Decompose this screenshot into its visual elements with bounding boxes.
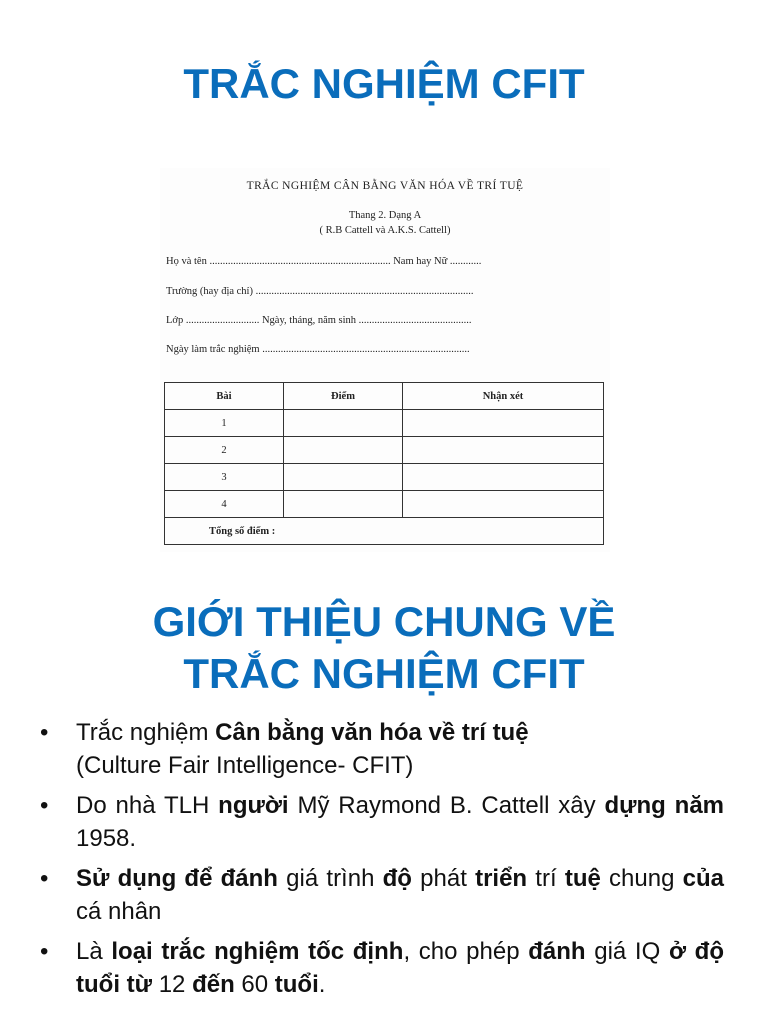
table-header-cell: Nhận xét bbox=[403, 383, 604, 410]
table-cell: 4 bbox=[165, 491, 284, 518]
table-header-cell: Bài bbox=[165, 383, 284, 410]
table-total-row bbox=[165, 518, 604, 545]
form-scale-label: Thang 2. Dạng A bbox=[348, 210, 422, 221]
bullet-dot: • bbox=[40, 792, 49, 819]
table-cell: 3 bbox=[165, 464, 284, 491]
table-cell bbox=[403, 491, 604, 518]
text-bold: Sử dụng để đánh bbox=[76, 865, 278, 892]
text-bold: tuổi bbox=[274, 971, 319, 998]
table-cell bbox=[403, 464, 604, 491]
text-bold: của bbox=[682, 865, 724, 892]
text-bold: đến bbox=[192, 971, 235, 998]
list-item bbox=[40, 789, 724, 855]
text: 12 bbox=[152, 971, 193, 998]
table-cell: 2 bbox=[165, 437, 284, 464]
text: trí bbox=[527, 865, 565, 892]
text-bold: người bbox=[218, 792, 289, 819]
text-bold: đánh bbox=[528, 938, 586, 965]
bullet-dot: • bbox=[40, 719, 49, 746]
table-cell bbox=[284, 491, 403, 518]
table-row bbox=[165, 410, 604, 437]
table-row bbox=[165, 464, 604, 491]
table-cell bbox=[403, 437, 604, 464]
table-cell bbox=[284, 410, 403, 437]
bullet-dot: • bbox=[40, 865, 49, 892]
form-field-school: Trường (hay địa chỉ) ................................................................................... bbox=[166, 286, 474, 297]
form-authors: ( R.B Cattell và A.K.S. Cattell) bbox=[319, 225, 451, 236]
text: Mỹ Raymond B. Cattell xây bbox=[288, 792, 605, 819]
text: (Culture Fair Intelligence- CFIT) bbox=[76, 752, 414, 779]
text: Trắc nghiệm bbox=[76, 719, 216, 746]
text-bold: Cân bằng văn hóa về trí tuệ bbox=[215, 719, 529, 746]
text: phát bbox=[411, 865, 476, 892]
text: 1958. bbox=[76, 825, 137, 852]
form-field-class: Lớp ............................ Ngày, tháng, năm sinh ........................................... bbox=[166, 315, 472, 326]
text-bold: dựng năm bbox=[604, 792, 725, 819]
text: cá nhân bbox=[76, 898, 162, 925]
text: giá IQ bbox=[585, 938, 669, 965]
list-item bbox=[40, 935, 724, 1001]
score-table bbox=[164, 382, 604, 545]
table-cell bbox=[284, 464, 403, 491]
list-item bbox=[40, 862, 724, 928]
page-title: TRẮC NGHIỆM CFIT bbox=[183, 60, 585, 107]
text-bold: loại trắc nghiệm tốc định bbox=[111, 938, 404, 965]
table-header-row bbox=[165, 383, 604, 410]
table-total-label: Tổng số điểm : bbox=[165, 518, 604, 545]
list-item bbox=[40, 716, 724, 782]
text: . bbox=[318, 971, 326, 998]
text: Là bbox=[76, 938, 112, 965]
bullet-dot: • bbox=[40, 938, 49, 965]
table-header-cell: Điểm bbox=[284, 383, 403, 410]
text: giá trình bbox=[277, 865, 383, 892]
text: 60 bbox=[234, 971, 275, 998]
table-cell bbox=[284, 437, 403, 464]
table-cell bbox=[403, 410, 604, 437]
scanned-answer-form bbox=[160, 168, 610, 552]
form-title: TRẮC NGHIỆM CÂN BẰNG VĂN HÓA VỀ TRÍ TUỆ bbox=[246, 180, 524, 192]
text: , cho phép bbox=[403, 938, 529, 965]
table-cell: 1 bbox=[165, 410, 284, 437]
section-title-line1: GIỚI THIỆU CHUNG VỀ bbox=[152, 598, 616, 645]
form-field-name: Họ và tên ..................................................................... Nam hay Nữ ............ bbox=[166, 256, 482, 267]
bullet-list bbox=[40, 716, 724, 1008]
text-bold: triển bbox=[475, 865, 528, 892]
section-title-line2: TRẮC NGHIỆM CFIT bbox=[183, 650, 585, 697]
table-row bbox=[165, 437, 604, 464]
text-bold: ở độ tuổi từ bbox=[76, 938, 724, 998]
text-bold: độ bbox=[382, 865, 412, 892]
table-row bbox=[165, 491, 604, 518]
text: Do nhà TLH bbox=[76, 792, 219, 819]
text: chung bbox=[600, 865, 683, 892]
section-title bbox=[0, 596, 768, 700]
form-field-test-date: Ngày làm trắc nghiệm ............................................................................... bbox=[166, 344, 470, 355]
text-bold: tuệ bbox=[564, 865, 601, 892]
